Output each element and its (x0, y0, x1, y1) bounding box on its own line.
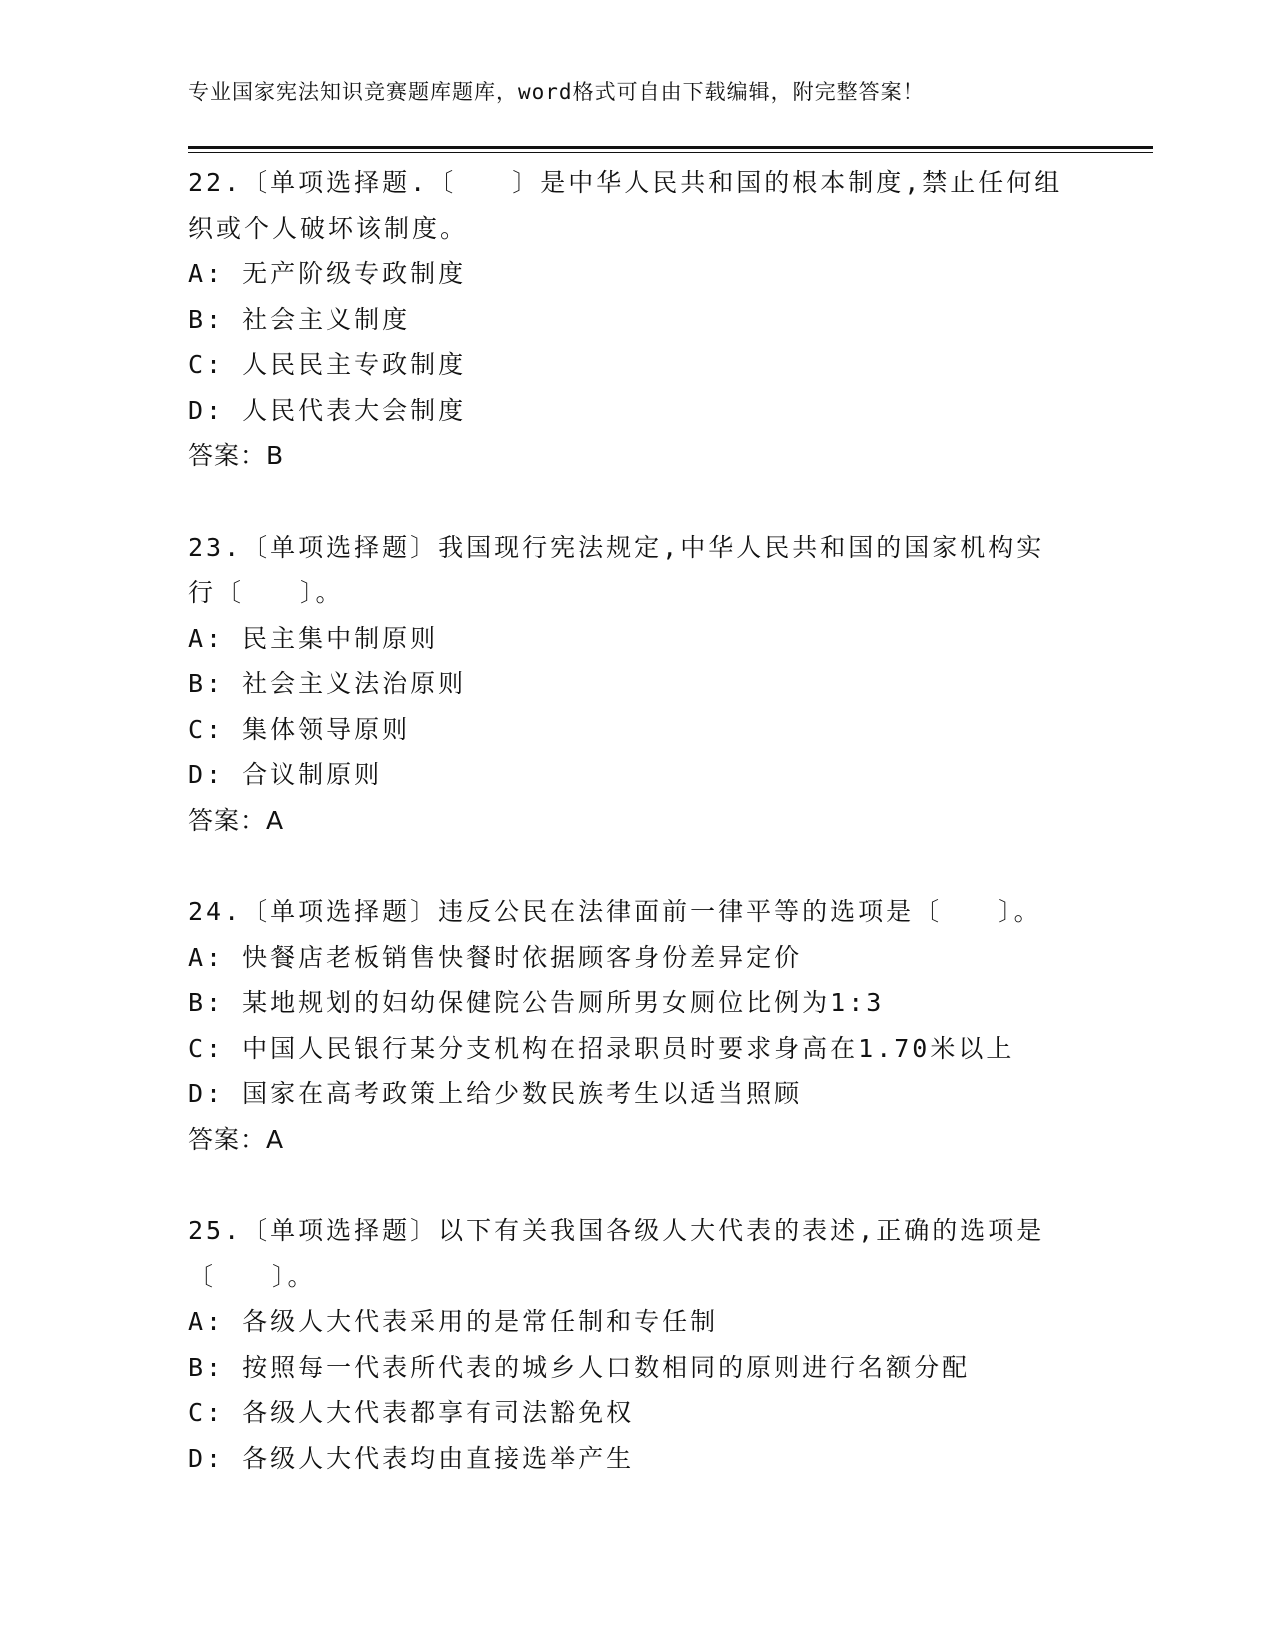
question-25 (188, 1208, 1068, 1481)
option-c: C: 集体领导原则 (188, 714, 411, 744)
option-c: C: 人民民主专政制度 (188, 350, 467, 379)
answer-label: 答案：B (188, 441, 285, 470)
question-stem-line: 织或个人破坏该制度。 (188, 213, 469, 243)
option-a: A: 快餐店老板销售快餐时依据顾客身份差异定价 (188, 942, 803, 972)
question-24 (188, 889, 1068, 1162)
question-stem-line: 24.〔单项选择题〕违反公民在法律面前一律平等的选项是〔 〕。 (188, 897, 1042, 926)
option-c: C: 中国人民银行某分支机构在招录职员时要求身高在1.70米以上 (188, 1033, 1015, 1063)
question-23 (188, 525, 1068, 844)
question-stem-line: 22.〔单项选择题.〔 〕是中华人民共和国的根本制度,禁止任何组 (188, 168, 1063, 197)
option-a: A: 民主集中制原则 (188, 623, 439, 653)
option-d: D: 人民代表大会制度 (188, 395, 467, 425)
question-stem-line: 25.〔单项选择题〕以下有关我国各级人大代表的表述,正确的选项是 (188, 1216, 1045, 1245)
question-22 (188, 160, 1068, 479)
answer-label: 答案：A (188, 1124, 285, 1154)
option-b: B: 社会主义制度 (188, 304, 411, 334)
option-d: D: 合议制原则 (188, 760, 383, 789)
question-stem-line: 〔 〕。 (188, 1261, 316, 1291)
header-divider-thin (188, 152, 1153, 153)
page-header: 专业国家宪法知识竞赛题库题库，word格式可自由下载编辑，附完整答案！ (188, 80, 925, 104)
option-c: C: 各级人大代表都享有司法豁免权 (188, 1398, 635, 1427)
question-list (188, 160, 1068, 1527)
option-b: B: 某地规划的妇幼保健院公告厕所男女厕位比例为1:3 (188, 988, 885, 1017)
answer-label: 答案：A (188, 805, 285, 835)
option-a: A: 无产阶级专政制度 (188, 259, 467, 288)
question-stem-line: 23.〔单项选择题〕我国现行宪法规定,中华人民共和国的国家机构实 (188, 532, 1045, 562)
question-stem-line: 行〔 〕。 (188, 578, 344, 607)
header-divider-thick (188, 146, 1153, 149)
option-b: B: 社会主义法治原则 (188, 669, 467, 698)
option-d: D: 国家在高考政策上给少数民族考生以适当照顾 (188, 1079, 803, 1108)
option-b: B: 按照每一代表所代表的城乡人口数相同的原则进行名额分配 (188, 1352, 971, 1382)
option-a: A: 各级人大代表采用的是常任制和专任制 (188, 1307, 719, 1336)
option-d: D: 各级人大代表均由直接选举产生 (188, 1443, 635, 1473)
